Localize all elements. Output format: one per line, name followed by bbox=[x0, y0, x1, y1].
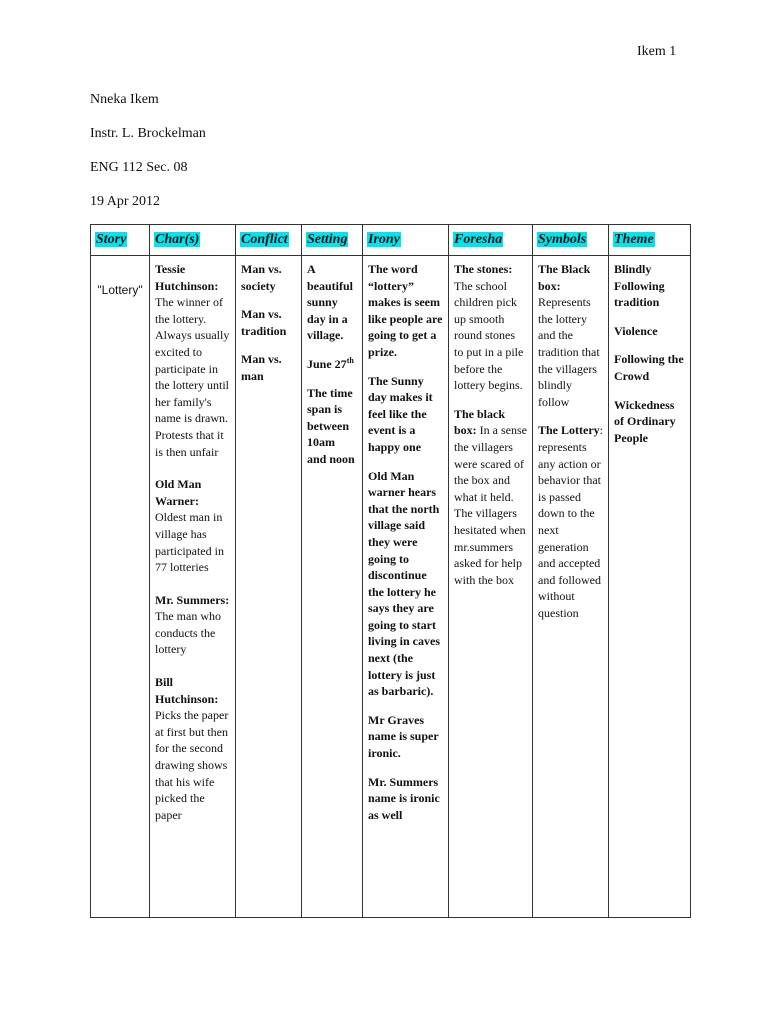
symbol-desc: represents any action or behavior that is passed down to the next generation and accepted and followed without question bbox=[538, 439, 601, 620]
cell-setting bbox=[302, 256, 363, 918]
character-name: Mr. Summers: bbox=[155, 592, 230, 607]
document-date: 19 Apr 2012 bbox=[90, 194, 160, 209]
character-desc: Oldest man in village has participated in 77 lotteries bbox=[155, 510, 224, 575]
character-name: Old Man Warner: bbox=[155, 477, 202, 508]
header-conflict: Conflict bbox=[236, 225, 302, 256]
cell-characters bbox=[150, 256, 236, 918]
analysis-table bbox=[90, 224, 691, 918]
character-desc: The man who conducts the lottery bbox=[155, 609, 221, 657]
header-symbols: Symbols bbox=[533, 225, 609, 256]
author-name: Nneka Ikem bbox=[90, 92, 159, 107]
header-theme: Theme bbox=[609, 225, 691, 256]
conflict-item: Man vs. man bbox=[241, 352, 282, 383]
foreshadowing-desc: The school children pick up smooth round stones to put in a pile before the lottery begins. bbox=[454, 278, 524, 393]
symbol-desc: Represents the lottery and the tradition that the villagers blindly follow bbox=[538, 295, 600, 409]
cell-conflict bbox=[236, 256, 302, 918]
header-characters: Char(s) bbox=[150, 225, 236, 256]
foreshadowing-desc: In a sense the villagers were scared of the box and what it held. The villagers hesitated when mr.summers asked for help with the box bbox=[454, 423, 527, 587]
header-foreshadowing: Foresha bbox=[449, 225, 533, 256]
cell-irony bbox=[363, 256, 449, 918]
course-name: ENG 112 Sec. 08 bbox=[90, 160, 188, 175]
character-entry bbox=[155, 261, 230, 460]
irony-item: Mr Graves name is super ironic. bbox=[368, 712, 439, 761]
theme-item: Blindly Following tradition bbox=[614, 262, 665, 310]
table-header-row bbox=[91, 225, 691, 256]
character-entry bbox=[155, 592, 230, 658]
instructor-name: Instr. L. Brockelman bbox=[90, 126, 206, 141]
setting-time: The time span is between 10am and noon bbox=[307, 385, 355, 466]
character-desc: Picks the paper at first but then for the second drawing shows that his wife picked the paper bbox=[155, 708, 229, 822]
symbol-separator: : bbox=[599, 423, 603, 438]
cell-foreshadowing bbox=[449, 256, 533, 918]
irony-item: Mr. Summers name is ironic as well bbox=[368, 774, 440, 822]
header-story: Story bbox=[91, 225, 150, 256]
page-number: Ikem 1 bbox=[637, 44, 677, 59]
cell-theme bbox=[609, 256, 691, 918]
symbol-item bbox=[538, 422, 603, 621]
symbol-item bbox=[538, 261, 603, 410]
symbol-label: The Black box: bbox=[538, 262, 591, 293]
header-irony: Irony bbox=[363, 225, 449, 256]
irony-item: Old Man warner hears that the north village said they were going to discontinue the lottery he says they are going to start living in caves next (the lottery is just as barbaric). bbox=[368, 468, 441, 699]
story-title: "Lottery" bbox=[97, 283, 143, 297]
header-setting: Setting bbox=[302, 225, 363, 256]
cell-symbols bbox=[533, 256, 609, 918]
symbol-label: The Lottery bbox=[538, 423, 600, 438]
setting-date: June 27th bbox=[307, 355, 354, 371]
setting-place: A beautiful sunny day in a village. bbox=[307, 262, 354, 343]
foreshadowing-item bbox=[454, 406, 527, 589]
character-entry bbox=[155, 476, 230, 576]
foreshadowing-label: The black box: bbox=[454, 406, 506, 438]
character-name: Tessie Hutchinson: bbox=[155, 262, 219, 293]
foreshadowing-label: The stones: bbox=[454, 262, 513, 276]
irony-item: The word “lottery” makes is seem like people are going to get a prize. bbox=[368, 262, 443, 359]
cell-story bbox=[91, 256, 150, 918]
irony-item: The Sunny day makes it feel like the event is a happy one bbox=[368, 373, 433, 454]
conflict-item: Man vs. tradition bbox=[241, 307, 287, 338]
table-row bbox=[91, 256, 691, 918]
character-name: Bill Hutchinson: bbox=[155, 675, 219, 706]
theme-item: Violence bbox=[614, 323, 658, 338]
conflict-item: Man vs. society bbox=[241, 262, 282, 293]
theme-item: Following the Crowd bbox=[614, 352, 684, 383]
character-desc: The winner of the lottery. Always usually excited to participate in the lottery until her family's name is drawn. Protests that it is then unfair bbox=[155, 295, 230, 459]
theme-item: Wickedness of Ordinary People bbox=[614, 397, 676, 445]
foreshadowing-item bbox=[454, 261, 527, 394]
character-entry bbox=[155, 674, 230, 823]
